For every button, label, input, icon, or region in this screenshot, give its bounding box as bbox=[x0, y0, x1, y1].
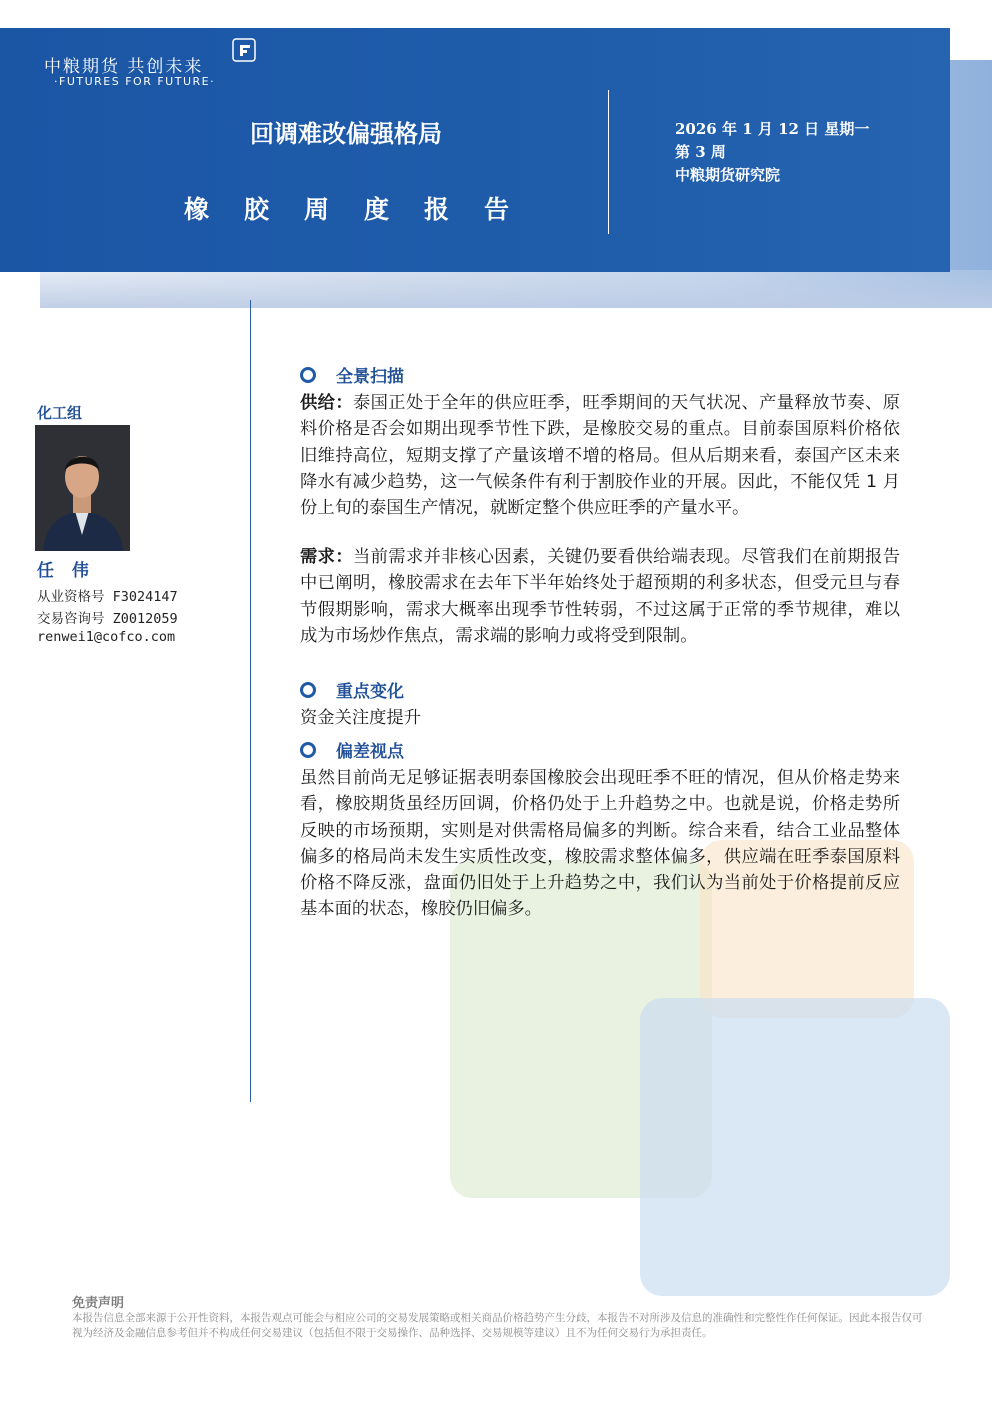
demand-text: 当前需求并非核心因素，关键仍要看供给端表现。尽管我们在前期报告中已阐明，橡胶需求在去年下半年始终处于超预期的利多状态，但受元旦与春节假期影响，需求大概率出现季节性转弱，不过这属于正常的季节规律，难以成为市场炒作焦点，需求端的影响力或将受到限制。 bbox=[300, 547, 900, 646]
report-date: 2026 年 1 月 12 日 星期一 bbox=[675, 120, 870, 138]
bias-view-text: 虽然目前尚无足够证据表明泰国橡胶会出现旺季不旺的情况，但从价格走势来看，橡胶期货虽经历回调，价格仍处于上升趋势之中。也就是说，价格走势所反映的市场预期，实则是对供需格局偏多的判断。综合来看，结合工业品整体偏多的格局尚未发生实质性改变，橡胶需求整体偏多，供应端在旺季泰国原料价格不降反涨，盘面仍旧处于上升趋势之中，我们认为当前处于价格提前反应基本面的状态，橡胶仍旧偏多。 bbox=[300, 768, 900, 920]
supply-label: 供给： bbox=[300, 393, 353, 413]
author-photo bbox=[35, 425, 130, 551]
bullet-ring-icon bbox=[300, 682, 316, 698]
header-divider bbox=[608, 90, 609, 234]
section-heading-key-changes bbox=[300, 677, 404, 702]
group-label: 化工组 bbox=[37, 404, 83, 422]
report-subtitle: 橡胶周度报告 bbox=[184, 195, 545, 224]
demand-paragraph bbox=[300, 544, 900, 649]
column-divider bbox=[250, 300, 251, 1102]
consulting-number: 交易咨询号 Z0012059 bbox=[37, 611, 178, 627]
report-institute: 中粮期货研究院 bbox=[675, 166, 781, 184]
logo-text-cn: 中粮期货 共创未来 bbox=[44, 57, 204, 77]
bullet-ring-icon bbox=[300, 742, 316, 758]
disclaimer-text: 本报告信息全部来源于公开性资料，本报告观点可能会与相应公司的交易发展策略或相关商品价格趋势产生分歧，本报告不对所涉及信息的准确性和完整性作任何保证。因此本报告仅可视为经济及金融信息参考但并不构成任何交易建议（包括但不限于交易操作、品种选择、交易规模等建议）且不为任何交易行为承担责任。 bbox=[72, 1312, 923, 1339]
section-title: 重点变化 bbox=[336, 682, 404, 702]
qualification-number: 从业资格号 F3024147 bbox=[37, 589, 178, 605]
key-changes-text: 资金关注度提升 bbox=[300, 708, 421, 728]
section-title: 偏差视点 bbox=[336, 742, 404, 762]
section-title: 全景扫描 bbox=[336, 367, 404, 387]
logo-text-en: ·FUTURES FOR FUTURE· bbox=[54, 75, 216, 88]
bullet-ring-icon bbox=[300, 367, 316, 383]
demand-label: 需求： bbox=[300, 547, 353, 567]
supply-paragraph bbox=[300, 390, 900, 521]
author-name: 任 伟 bbox=[37, 561, 95, 581]
supply-text: 泰国正处于全年的供应旺季，旺季期间的天气状况、产量释放节奏、原料价格是否会如期出现季节性下跌，是橡胶交易的重点。目前泰国原料价格依旧维持高位，短期支撑了产量该增不增的格局。但从后期来看，泰国产区未来降水有减少趋势，这一气候条件有利于割胶作业的开展。因此，不能仅凭 1 月份上旬的泰国生产情况，就断定整个供应旺季的产量水平。 bbox=[300, 393, 900, 519]
report-week: 第 3 周 bbox=[675, 143, 726, 161]
decor-square-blue bbox=[640, 998, 950, 1296]
author-email[interactable]: renwei1@cofco.com bbox=[37, 629, 176, 645]
logo-mark-icon bbox=[232, 38, 256, 62]
report-title: 回调难改偏强格局 bbox=[250, 119, 442, 148]
section-heading-bias-view bbox=[300, 737, 404, 762]
disclaimer-title: 免责声明 bbox=[72, 1296, 125, 1311]
section-heading-overview bbox=[300, 362, 404, 387]
